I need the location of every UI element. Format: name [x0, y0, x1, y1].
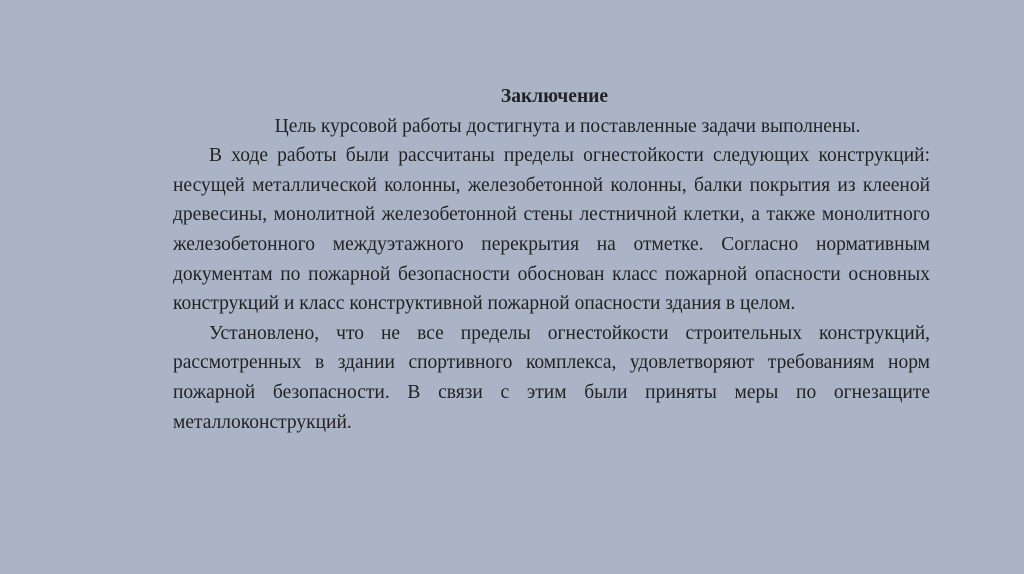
paragraph-calculations: В ходе работы были рассчитаны пределы огнестойкости следующих конструкций: несущей металлической колонны, железобетонной колонны, балки покрытия из клееной древесины, монолитной железобетонной стены лестничной клетки, а также монолитного железобетонного междуэтажного перекрытия на отметке. Согласно нормативным документам по пожарной безопасности обоснован класс пожарной опасности основных конструкций и класс конструктивной пожарной опасности здания в целом.: [173, 145, 930, 315]
document-body: [173, 82, 930, 437]
lead-sentence: Цель курсовой работы достигнута и поставленные задачи выполнены.: [274, 115, 861, 137]
document-title: Заключение: [500, 86, 609, 107]
paragraph-findings: Установлено, что не все пределы огнестойкости строительных конструкций, рассмотренных в здании спортивного комплекса, удовлетворяют требованиям норм пожарной безопасности. В связи с этим были приняты меры по огнезащите металлоконструкций.: [173, 322, 930, 433]
